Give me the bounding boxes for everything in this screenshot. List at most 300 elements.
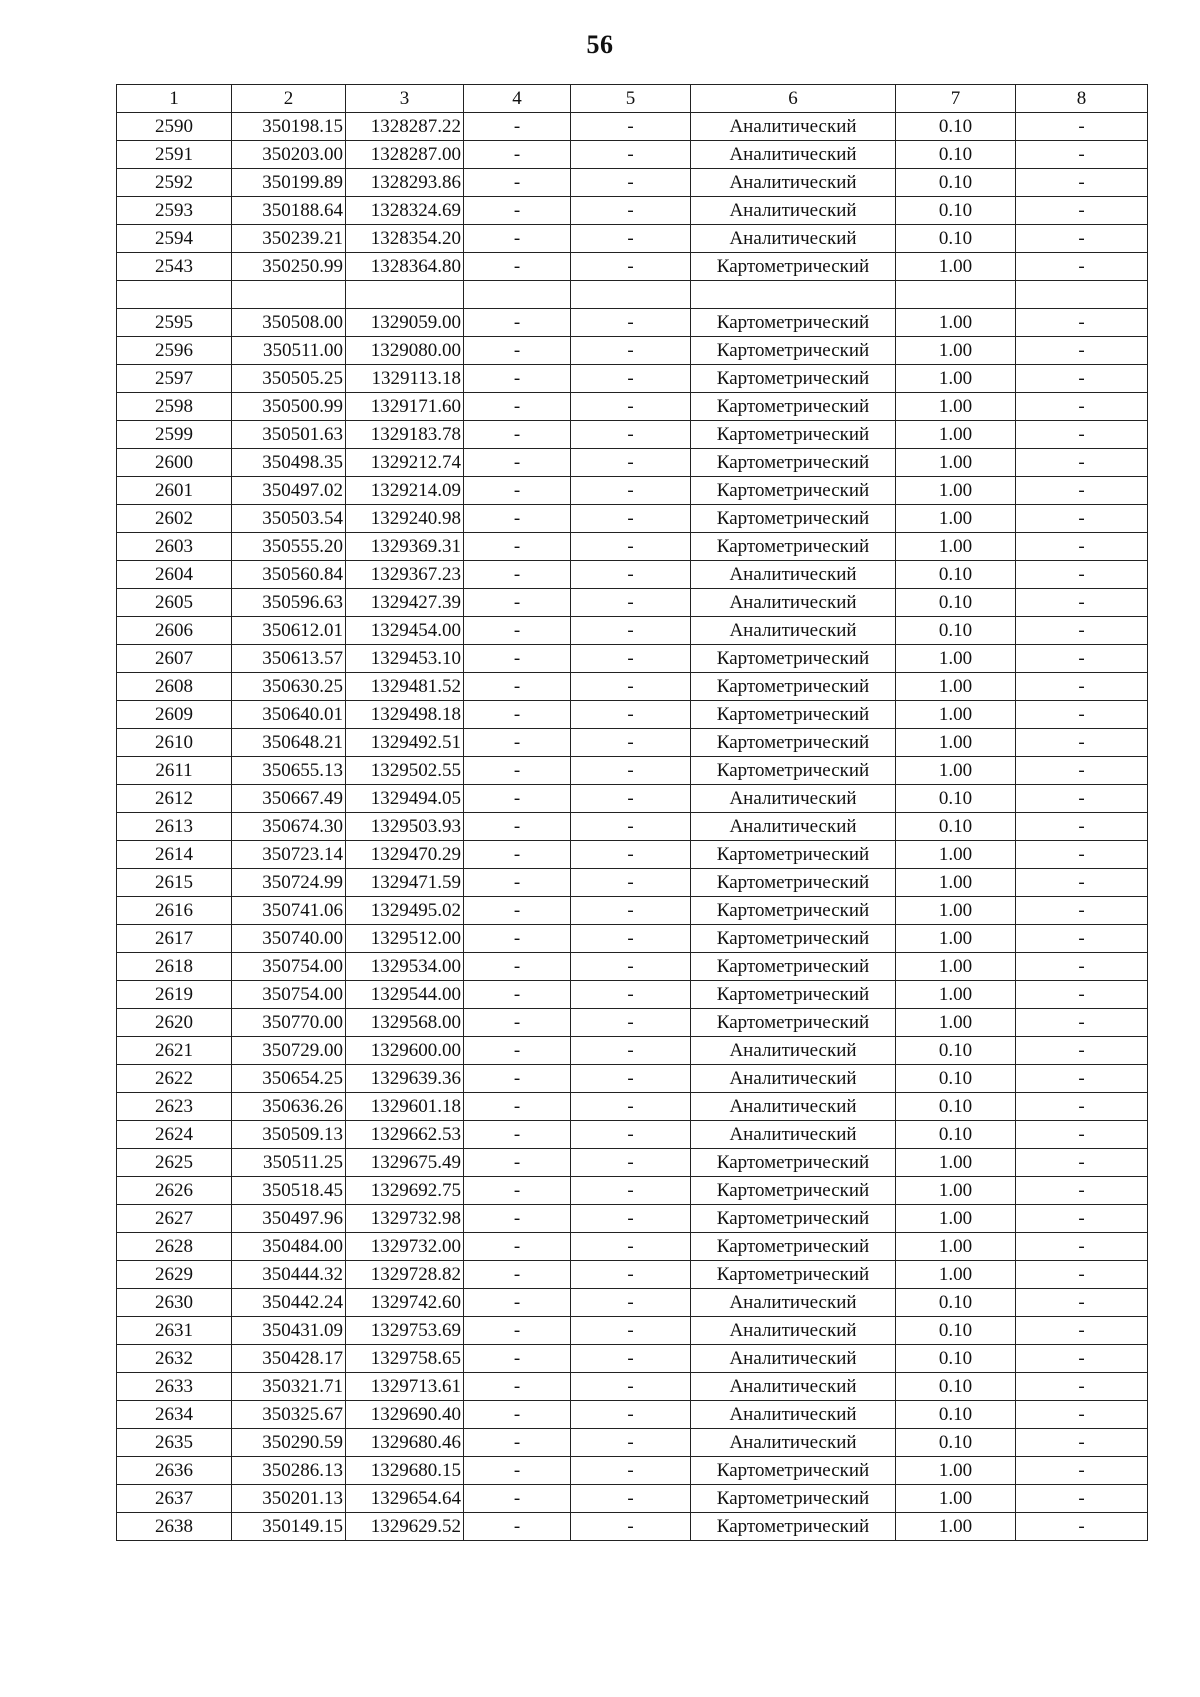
table-row [117,897,1148,925]
method-cell: Картометрический [691,1205,896,1233]
x-coordinate-cell: 350497.02 [232,477,346,505]
table-row [117,785,1148,813]
y-coordinate-cell: 1329369.31 [346,533,464,561]
accuracy-cell: 1.00 [896,1009,1016,1037]
method-cell: Картометрический [691,1513,896,1541]
col4-cell: - [464,1401,571,1429]
col8-cell: - [1016,1345,1148,1373]
col5-cell: - [571,141,691,169]
method-cell: Аналитический [691,1037,896,1065]
point-number-cell: 2629 [117,1261,232,1289]
accuracy-cell: 0.10 [896,225,1016,253]
method-cell: Картометрический [691,729,896,757]
col4-cell: - [464,169,571,197]
x-coordinate-cell: 350723.14 [232,841,346,869]
col5-cell: - [571,449,691,477]
col8-cell: - [1016,365,1148,393]
table-header-row [117,85,1148,113]
col4-cell: - [464,1317,571,1345]
accuracy-cell: 1.00 [896,477,1016,505]
x-coordinate-cell: 350442.24 [232,1289,346,1317]
point-number-cell: 2620 [117,1009,232,1037]
col4-cell: - [464,141,571,169]
table-row [117,365,1148,393]
col4-cell: - [464,1261,571,1289]
y-coordinate-cell: 1329502.55 [346,757,464,785]
col4-cell: - [464,617,571,645]
x-coordinate-cell: 350428.17 [232,1345,346,1373]
table-row [117,1401,1148,1429]
point-number-cell: 2612 [117,785,232,813]
point-number-cell: 2609 [117,701,232,729]
y-coordinate-cell: 1329494.05 [346,785,464,813]
x-coordinate-cell: 350321.71 [232,1373,346,1401]
point-number-cell: 2637 [117,1485,232,1513]
x-coordinate-cell: 350636.26 [232,1093,346,1121]
x-coordinate-cell: 350640.01 [232,701,346,729]
col5-cell: - [571,113,691,141]
col8-cell: - [1016,533,1148,561]
col8-cell: - [1016,449,1148,477]
col4-cell: - [464,1289,571,1317]
y-coordinate-cell: 1328364.80 [346,253,464,281]
y-coordinate-cell: 1329214.09 [346,477,464,505]
col4-cell: - [464,1373,571,1401]
accuracy-cell: 1.00 [896,1457,1016,1485]
col8-cell: - [1016,729,1148,757]
method-cell: Картометрический [691,1457,896,1485]
col4-cell: - [464,1037,571,1065]
point-number-cell: 2591 [117,141,232,169]
accuracy-cell: 1.00 [896,925,1016,953]
table-row [117,337,1148,365]
x-coordinate-cell: 350667.49 [232,785,346,813]
point-number-cell: 2601 [117,477,232,505]
col8-cell: - [1016,225,1148,253]
y-coordinate-cell: 1329753.69 [346,1317,464,1345]
col5-cell: - [571,925,691,953]
col8-cell: - [1016,1261,1148,1289]
y-coordinate-cell: 1329212.74 [346,449,464,477]
column-header: 7 [896,85,1016,113]
point-number-cell: 2598 [117,393,232,421]
col5-cell: - [571,1065,691,1093]
x-coordinate-cell: 350674.30 [232,813,346,841]
x-coordinate-cell: 350509.13 [232,1121,346,1149]
method-cell: Аналитический [691,589,896,617]
col8-cell: - [1016,673,1148,701]
point-number-cell: 2633 [117,1373,232,1401]
col4-cell: - [464,897,571,925]
accuracy-cell: 0.10 [896,1373,1016,1401]
y-coordinate-cell: 1329713.61 [346,1373,464,1401]
point-number-cell: 2614 [117,841,232,869]
col8-cell: - [1016,1065,1148,1093]
col8-cell: - [1016,953,1148,981]
point-number-cell: 2600 [117,449,232,477]
col4-cell: - [464,393,571,421]
y-coordinate-cell: 1329454.00 [346,617,464,645]
y-coordinate-cell [346,281,464,309]
y-coordinate-cell: 1329600.00 [346,1037,464,1065]
col5-cell: - [571,1373,691,1401]
col4-cell: - [464,673,571,701]
x-coordinate-cell: 350201.13 [232,1485,346,1513]
method-cell: Картометрический [691,673,896,701]
y-coordinate-cell: 1329059.00 [346,309,464,337]
point-number-cell: 2618 [117,953,232,981]
table-body [117,113,1148,1541]
col5-cell: - [571,757,691,785]
col4-cell: - [464,561,571,589]
x-coordinate-cell: 350325.67 [232,1401,346,1429]
accuracy-cell: 1.00 [896,673,1016,701]
column-header: 3 [346,85,464,113]
col5-cell: - [571,337,691,365]
method-cell: Картометрический [691,897,896,925]
col8-cell: - [1016,561,1148,589]
x-coordinate-cell: 350740.00 [232,925,346,953]
col4-cell: - [464,253,571,281]
x-coordinate-cell: 350250.99 [232,253,346,281]
accuracy-cell: 1.00 [896,981,1016,1009]
col4-cell: - [464,757,571,785]
accuracy-cell: 1.00 [896,449,1016,477]
method-cell: Картометрический [691,701,896,729]
col8-cell: - [1016,1289,1148,1317]
table-row [117,869,1148,897]
y-coordinate-cell: 1329675.49 [346,1149,464,1177]
table-row [117,729,1148,757]
y-coordinate-cell: 1329503.93 [346,813,464,841]
accuracy-cell: 1.00 [896,1177,1016,1205]
accuracy-cell: 0.10 [896,561,1016,589]
table-row [117,1289,1148,1317]
col8-cell: - [1016,309,1148,337]
y-coordinate-cell: 1329758.65 [346,1345,464,1373]
col8-cell: - [1016,617,1148,645]
y-coordinate-cell: 1329654.64 [346,1485,464,1513]
col5-cell: - [571,1121,691,1149]
col8-cell: - [1016,1149,1148,1177]
method-cell: Аналитический [691,1289,896,1317]
col4-cell: - [464,309,571,337]
y-coordinate-cell: 1328287.00 [346,141,464,169]
col5-cell: - [571,813,691,841]
method-cell: Картометрический [691,757,896,785]
x-coordinate-cell: 350508.00 [232,309,346,337]
accuracy-cell: 1.00 [896,1149,1016,1177]
col5-cell: - [571,561,691,589]
accuracy-cell: 0.10 [896,197,1016,225]
col4-cell: - [464,1233,571,1261]
method-cell: Картометрический [691,253,896,281]
col4-cell: - [464,701,571,729]
accuracy-cell: 0.10 [896,589,1016,617]
y-coordinate-cell: 1329728.82 [346,1261,464,1289]
col8-cell: - [1016,1429,1148,1457]
col5-cell: - [571,505,691,533]
y-coordinate-cell: 1329629.52 [346,1513,464,1541]
y-coordinate-cell: 1329512.00 [346,925,464,953]
y-coordinate-cell: 1329639.36 [346,1065,464,1093]
col5-cell: - [571,897,691,925]
x-coordinate-cell: 350239.21 [232,225,346,253]
x-coordinate-cell: 350203.00 [232,141,346,169]
y-coordinate-cell: 1329498.18 [346,701,464,729]
accuracy-cell: 0.10 [896,617,1016,645]
col5-cell [571,281,691,309]
col5-cell: - [571,477,691,505]
table-row [117,253,1148,281]
y-coordinate-cell: 1329495.02 [346,897,464,925]
x-coordinate-cell: 350501.63 [232,421,346,449]
col8-cell: - [1016,645,1148,673]
accuracy-cell: 1.00 [896,729,1016,757]
col4-cell: - [464,421,571,449]
accuracy-cell: 0.10 [896,1093,1016,1121]
col5-cell: - [571,617,691,645]
table-row [117,1345,1148,1373]
method-cell: Картометрический [691,1149,896,1177]
col5-cell: - [571,1233,691,1261]
col4-cell: - [464,1177,571,1205]
col5-cell: - [571,785,691,813]
col4-cell: - [464,953,571,981]
method-cell: Картометрический [691,533,896,561]
col8-cell: - [1016,897,1148,925]
col5-cell: - [571,1093,691,1121]
point-number-cell: 2604 [117,561,232,589]
col5-cell: - [571,1317,691,1345]
table-row [117,1205,1148,1233]
col8-cell: - [1016,841,1148,869]
x-coordinate-cell: 350724.99 [232,869,346,897]
y-coordinate-cell: 1329692.75 [346,1177,464,1205]
col5-cell: - [571,197,691,225]
accuracy-cell: 1.00 [896,1205,1016,1233]
col5-cell: - [571,1401,691,1429]
method-cell: Картометрический [691,421,896,449]
method-cell: Аналитический [691,1065,896,1093]
col4-cell: - [464,1121,571,1149]
method-cell: Аналитический [691,197,896,225]
y-coordinate-cell: 1329080.00 [346,337,464,365]
method-cell: Картометрический [691,1233,896,1261]
accuracy-cell: 1.00 [896,393,1016,421]
accuracy-cell: 1.00 [896,897,1016,925]
point-number-cell: 2613 [117,813,232,841]
table-row [117,1121,1148,1149]
x-coordinate-cell: 350500.99 [232,393,346,421]
x-coordinate-cell: 350511.25 [232,1149,346,1177]
y-coordinate-cell: 1329113.18 [346,365,464,393]
method-cell: Картометрический [691,1261,896,1289]
col8-cell: - [1016,1485,1148,1513]
point-number-cell: 2608 [117,673,232,701]
accuracy-cell: 1.00 [896,309,1016,337]
accuracy-cell: 0.10 [896,1401,1016,1429]
col5-cell: - [571,1009,691,1037]
method-cell: Аналитический [691,561,896,589]
method-cell: Аналитический [691,141,896,169]
point-number-cell: 2595 [117,309,232,337]
y-coordinate-cell: 1328287.22 [346,113,464,141]
x-coordinate-cell: 350431.09 [232,1317,346,1345]
col4-cell: - [464,365,571,393]
col4-cell: - [464,925,571,953]
point-number-cell: 2590 [117,113,232,141]
accuracy-cell: 0.10 [896,813,1016,841]
accuracy-cell: 0.10 [896,1037,1016,1065]
method-cell: Картометрический [691,925,896,953]
accuracy-cell: 0.10 [896,169,1016,197]
method-cell: Аналитический [691,1429,896,1457]
method-cell: Картометрический [691,645,896,673]
accuracy-cell: 0.10 [896,1429,1016,1457]
col5-cell: - [571,729,691,757]
point-number-cell: 2626 [117,1177,232,1205]
col8-cell: - [1016,757,1148,785]
table-row [117,169,1148,197]
col8-cell: - [1016,505,1148,533]
point-number-cell: 2597 [117,365,232,393]
table-row [117,1429,1148,1457]
method-cell: Аналитический [691,617,896,645]
col8-cell: - [1016,1457,1148,1485]
y-coordinate-cell: 1329171.60 [346,393,464,421]
accuracy-cell: 1.00 [896,253,1016,281]
x-coordinate-cell: 350503.54 [232,505,346,533]
col8-cell: - [1016,1401,1148,1429]
x-coordinate-cell: 350560.84 [232,561,346,589]
x-coordinate-cell: 350770.00 [232,1009,346,1037]
method-cell: Аналитический [691,113,896,141]
point-number-cell: 2611 [117,757,232,785]
y-coordinate-cell: 1329568.00 [346,1009,464,1037]
method-cell: Картометрический [691,365,896,393]
col8-cell: - [1016,1009,1148,1037]
col5-cell: - [571,589,691,617]
point-number-cell: 2606 [117,617,232,645]
table-row [117,841,1148,869]
x-coordinate-cell: 350729.00 [232,1037,346,1065]
col5-cell: - [571,1037,691,1065]
accuracy-cell: 0.10 [896,1289,1016,1317]
col4-cell: - [464,841,571,869]
method-cell: Аналитический [691,1317,896,1345]
col4-cell: - [464,1513,571,1541]
x-coordinate-cell: 350497.96 [232,1205,346,1233]
col8-cell: - [1016,253,1148,281]
table-row [117,561,1148,589]
method-cell: Картометрический [691,953,896,981]
col8-cell: - [1016,981,1148,1009]
column-header: 2 [232,85,346,113]
x-coordinate-cell: 350198.15 [232,113,346,141]
x-coordinate-cell: 350630.25 [232,673,346,701]
table-row [117,1317,1148,1345]
col5-cell: - [571,1149,691,1177]
col4-cell: - [464,1205,571,1233]
point-number-cell: 2632 [117,1345,232,1373]
method-cell: Аналитический [691,785,896,813]
col5-cell: - [571,533,691,561]
y-coordinate-cell: 1329534.00 [346,953,464,981]
table-row [117,1149,1148,1177]
method-cell: Картометрический [691,449,896,477]
y-coordinate-cell: 1329427.39 [346,589,464,617]
accuracy-cell: 1.00 [896,505,1016,533]
col4-cell: - [464,1457,571,1485]
col4-cell: - [464,869,571,897]
table-row [117,813,1148,841]
point-number-cell: 2594 [117,225,232,253]
table-row [117,505,1148,533]
col8-cell: - [1016,1373,1148,1401]
col5-cell: - [571,869,691,897]
col4-cell: - [464,729,571,757]
y-coordinate-cell: 1328354.20 [346,225,464,253]
table-row [117,645,1148,673]
y-coordinate-cell: 1329471.59 [346,869,464,897]
table-row [117,701,1148,729]
table-row [117,477,1148,505]
point-number-cell: 2619 [117,981,232,1009]
x-coordinate-cell: 350290.59 [232,1429,346,1457]
accuracy-cell: 1.00 [896,421,1016,449]
x-coordinate-cell: 350188.64 [232,197,346,225]
table-row [117,1009,1148,1037]
x-coordinate-cell: 350199.89 [232,169,346,197]
col4-cell: - [464,1065,571,1093]
table-row [117,533,1148,561]
point-number-cell: 2634 [117,1401,232,1429]
accuracy-cell: 1.00 [896,841,1016,869]
x-coordinate-cell: 350149.15 [232,1513,346,1541]
col5-cell: - [571,1457,691,1485]
table-row [117,1037,1148,1065]
method-cell: Аналитический [691,813,896,841]
accuracy-cell: 0.10 [896,785,1016,813]
point-number-cell: 2602 [117,505,232,533]
col5-cell: - [571,1345,691,1373]
accuracy-cell: 1.00 [896,701,1016,729]
accuracy-cell [896,281,1016,309]
col4-cell: - [464,1093,571,1121]
col8-cell: - [1016,1093,1148,1121]
column-header: 4 [464,85,571,113]
col4-cell: - [464,813,571,841]
x-coordinate-cell: 350741.06 [232,897,346,925]
point-number-cell: 2623 [117,1093,232,1121]
table-row [117,449,1148,477]
column-header: 6 [691,85,896,113]
column-header: 5 [571,85,691,113]
x-coordinate-cell: 350754.00 [232,981,346,1009]
x-coordinate-cell: 350655.13 [232,757,346,785]
method-cell: Картометрический [691,505,896,533]
x-coordinate-cell: 350654.25 [232,1065,346,1093]
method-cell: Аналитический [691,1373,896,1401]
x-coordinate-cell: 350444.32 [232,1261,346,1289]
table-row [117,953,1148,981]
point-number-cell: 2638 [117,1513,232,1541]
accuracy-cell: 1.00 [896,757,1016,785]
col8-cell: - [1016,1177,1148,1205]
col5-cell: - [571,1513,691,1541]
y-coordinate-cell: 1328293.86 [346,169,464,197]
